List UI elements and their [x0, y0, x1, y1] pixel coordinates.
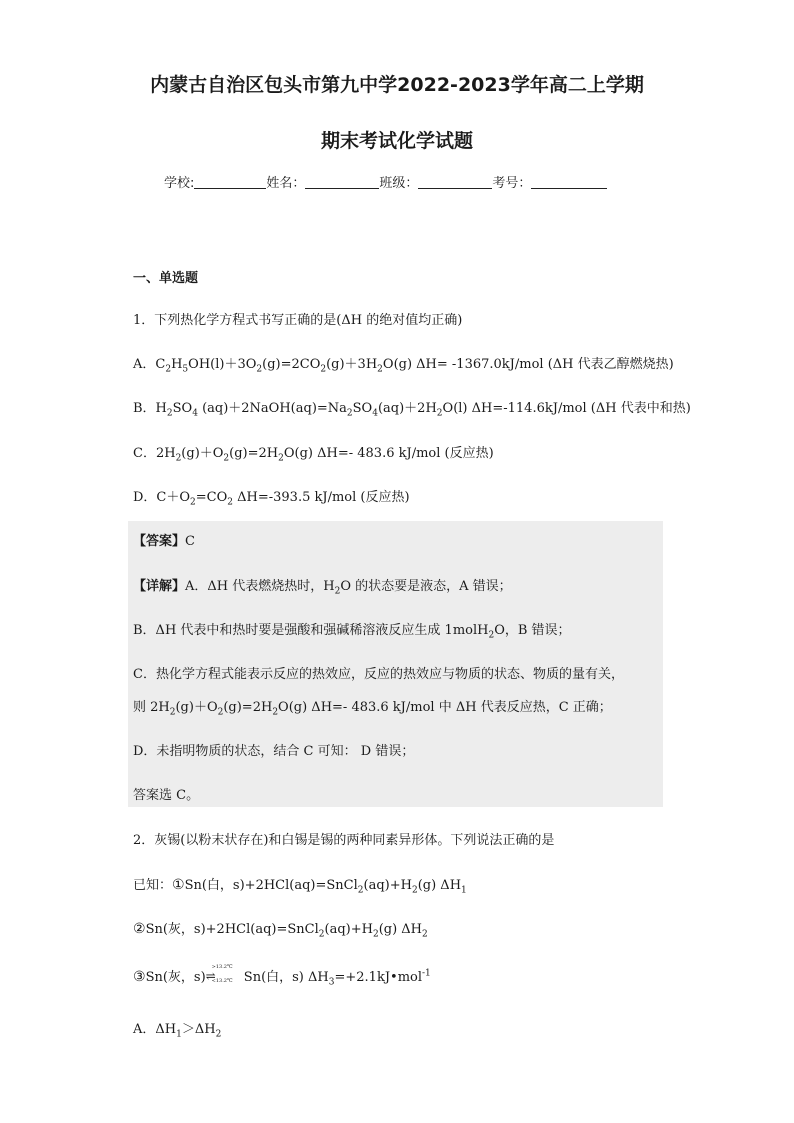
q1-option-a: A．$C_2H_5OH(l)+3O_2(g)=2CO_2(g)+3H_2O(g)$ ΔH= -1367.0kJ/mol (ΔH 代表乙醇燃烧热)	[133, 357, 674, 375]
q2-known-3: ③Sn(灰，s) >13.2℃ ⇌ <13.2℃ Sn(白，s) $\Delta H_3=+2.1kJ•mol^{-1}$	[133, 964, 431, 988]
class-label: 班级：	[379, 176, 419, 191]
q1-stem: 1．下列热化学方程式书写正确的是(ΔH 的绝对值均正确)	[133, 313, 463, 328]
school-label: 学校:	[164, 176, 195, 191]
q2-stem: 2．灰锡(以粉末状存在)和白锡是锡的两种同素异形体。下列说法正确的是	[133, 833, 555, 848]
q1-detail-d: D．未指明物质的状态，结合 C 可知： D 错误；	[133, 744, 415, 759]
q2-option-a: A．$\Delta H_1>\Delta H_2$	[133, 1022, 222, 1040]
number-label: 考号：	[492, 176, 532, 191]
equilibrium-arrow-icon: >13.2℃ ⇌ <13.2℃	[205, 964, 233, 984]
q1-option-b: B．$H_2SO_4$ $(aq)+2NaOH(aq)=Na_2SO_4(aq)+2H_2O(l)$ ΔH=-114.6kJ/mol (ΔH 代表中和热)	[133, 401, 691, 419]
name-field[interactable]	[305, 175, 379, 189]
paper-title-line1: 内蒙古自治区包头市第九中学2022-2023学年高二上学期	[150, 74, 644, 96]
section-heading: 一、单选题	[133, 271, 199, 286]
q1-detail-b: B．ΔH 代表中和热时要是强酸和强碱稀溶液反应生成 1molH$_2$O，B 错误；	[133, 623, 571, 641]
q1-conclusion: 答案选 C。	[133, 788, 200, 803]
q1-option-d: D．$C+O_2=CO_2$ ΔH=-393.5 kJ/mol (反应热)	[133, 490, 410, 508]
q2-known-2: ②Sn(灰，$s)+2HCl(aq)=SnCl_2(aq)+H_2(g)$ $\Delta H_2$	[133, 921, 428, 940]
q2-known-1: 已知：①Sn(白，$s)+2HCl(aq)=SnCl_2(aq)+H_2(g)$ $\Delta H_1$	[133, 877, 467, 896]
q1-answer: 【答案】C	[133, 534, 195, 549]
q1-option-c: C．$2H_2(g)+O_2(g)=2H_2O(g)$ ΔH=- 483.6 kJ/mol (反应热)	[133, 446, 494, 464]
school-field[interactable]	[194, 175, 266, 189]
paper-title-line2: 期末考试化学试题	[320, 130, 473, 152]
name-label: 姓名：	[266, 176, 306, 191]
class-field[interactable]	[418, 175, 492, 189]
q1-detail-c-line2: 则 $2H_2(g)+O_2(g)=2H_2O(g)$ ΔH=- 483.6 kJ/mol 中 ΔH 代表反应热，C 正确；	[133, 700, 612, 718]
student-info-row	[164, 172, 607, 191]
q1-detail-c-line1: C．热化学方程式能表示反应的热效应，反应的热效应与物质的状态、物质的量有关，	[133, 667, 624, 682]
number-field[interactable]	[531, 175, 607, 189]
q1-detail-a: 【详解】A．ΔH 代表燃烧热时，$H_2O$ 的状态要是液态，A 错误；	[133, 579, 512, 597]
